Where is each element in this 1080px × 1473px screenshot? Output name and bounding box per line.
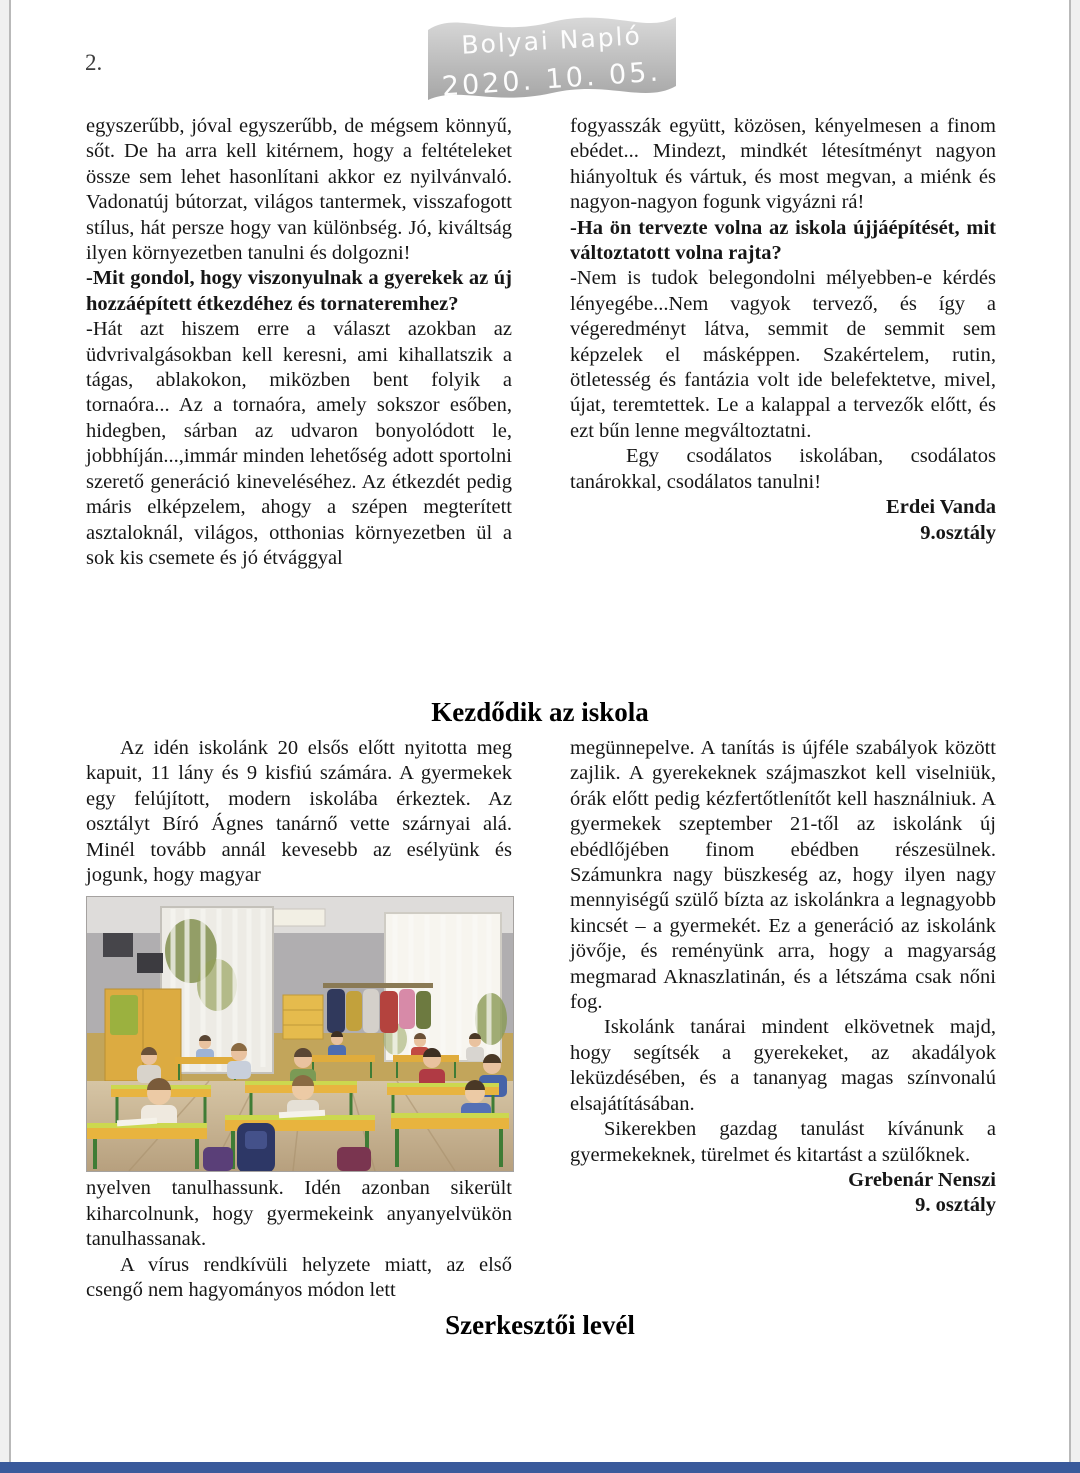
paragraph: -Nem is tudok belegondolni mélyebben-e kérdés lényegébe...Nem vagyok tervező, és így a végeredményt látva, semmit de semmit sem képzelek el másképpen. Szakértelem, rutin, ötletesség és fantázia volt ide belefektetve, mivel, újat, teremtettek. Le a kalappal a tervezők előtt, és ezt bűn lenne megváltoztatni. (570, 267, 996, 442)
article1-right-column (570, 114, 996, 546)
signature-name: Grebenár Nenszi (848, 1168, 996, 1191)
page-number: 2. (85, 50, 103, 75)
signature-name: Erdei Vanda (886, 496, 996, 519)
paragraph: Iskolánk tanárai mindent elkövetnek majd, hogy segítsék a gyerekeket, az akadályok leküzdésében, és a tananyag magas színvonalú elsajátításában. (570, 1016, 996, 1115)
paragraph: megünnepelve. A tanítás is újféle szabályok között zajlik. A gyerekeknek szájmaszkot kell viselniük, órák előtt pedig kézfertőtlenítőt kell használniuk. A gyermekek szeptember 21-től az iskolánk új ebédlőjében finom ebédben részesülnek. Számunkra nagy büszkeség az, hogy ilyen nagy mennyiségű szülő bízta az iskolánkra a legnagyobb kincsét – a gyermekét. Ez a generáció az iskolánk jövője, és reményünk arra, hogy a magyarság megmarad Aknaszlatinán, és a létszáma csak nőni fog. (570, 737, 996, 1014)
interview-question: -Mit gondol, hogy viszonyulnak a gyerekek az új hozzáépített étkezdéhez és tornateremhez? (86, 267, 512, 315)
paragraph: Az idén iskolánk 20 elsős előtt nyitotta meg kapuit, 11 lány és 9 kisfiú számára. A gyermekek egy felújított, modern iskolába érkeztek. Az osztályt Bíró Ágnes tanárnő vette szárnyai alá. Minél tovább annál kevesebb az esélyünk és jogunk, hogy magyar (86, 737, 512, 887)
paragraph: Sikerekben gazdag tanulást kívánunk a gyermekeknek, türelmet és kitartást a szülőknek. (570, 1118, 996, 1166)
paragraph: Egy csodálatos iskolában, csodálatos tanárokkal, csodálatos tanulni! (570, 445, 996, 493)
bottom-bar (0, 1462, 1080, 1473)
article2-left-column (86, 736, 512, 1303)
paragraph: fogyasszák együtt, közösen, kényelmesen a finom ebédet... Mindezt, mindkét létesítményt nagyon hiányoltuk és vártuk, és most megvan, a miénk és nagyon-nagyon fogunk vigyázni rá! (570, 115, 996, 214)
banner-date: 2020. 10. 05. (440, 56, 662, 103)
banner-title: Bolyai Napló (460, 21, 643, 60)
article2-right-column (570, 736, 996, 1219)
paragraph: A vírus rendkívüli helyzete miatt, az első csengő nem hagyományos módon lett (86, 1253, 512, 1302)
article1-left-column (86, 114, 512, 571)
signature-class: 9.osztály (920, 521, 996, 544)
header-banner (428, 2, 676, 110)
page-edge-right (1069, 0, 1080, 1473)
interview-question: -Ha ön tervezte volna az iskola újjáépítését, mit változtatott volna rajta? (570, 216, 996, 265)
banner-ribbon-graphic (428, 2, 676, 110)
signature-class: 9. osztály (915, 1194, 996, 1217)
article2-title: Kezdődik az iskola (431, 697, 649, 727)
paragraph: -Hát azt hiszem erre a választ azokban az üdvrivalgásokban kell keresni, ami kihallatszik a tágas, ablakokon, miközben bent folyik a tornaóra... Az a tornaóra, amely sokszor esőben, hidegben, sárban az udvaron bonyolódott le, jobbhíján...,immár minden lehetőség adott sportolni szerető generáció kineveléséhez. Az étkezdét pedig máris elképzelem, ahogy a szépen megterített asztaloknál, világos, otthonias környezetben ül a sok kis csemete és jó étvággyal (86, 318, 512, 569)
classroom-photo (86, 896, 514, 1172)
paragraph: egyszerűbb, jóval egyszerűbb, de mégsem könnyű, sőt. De ha arra kell kitérnem, hogy a feltételeket össze sem lehet hasonlítani akkor ez nyilvánvaló. Vadonatúj bútorzat, világos tantermek, visszafogott stílus, hát persze hogy van különbség. Jó, kiváltság ilyen környezetben tanulni és dolgozni! (86, 115, 512, 265)
footer-heading: Szerkesztői levél (445, 1310, 635, 1340)
paragraph: nyelven tanulhassunk. Idén azonban sikerült kiharcolnunk, hogy gyermekeink anyanyelvükön tanulhassanak. (86, 1177, 512, 1251)
page-edge-left (0, 0, 11, 1473)
